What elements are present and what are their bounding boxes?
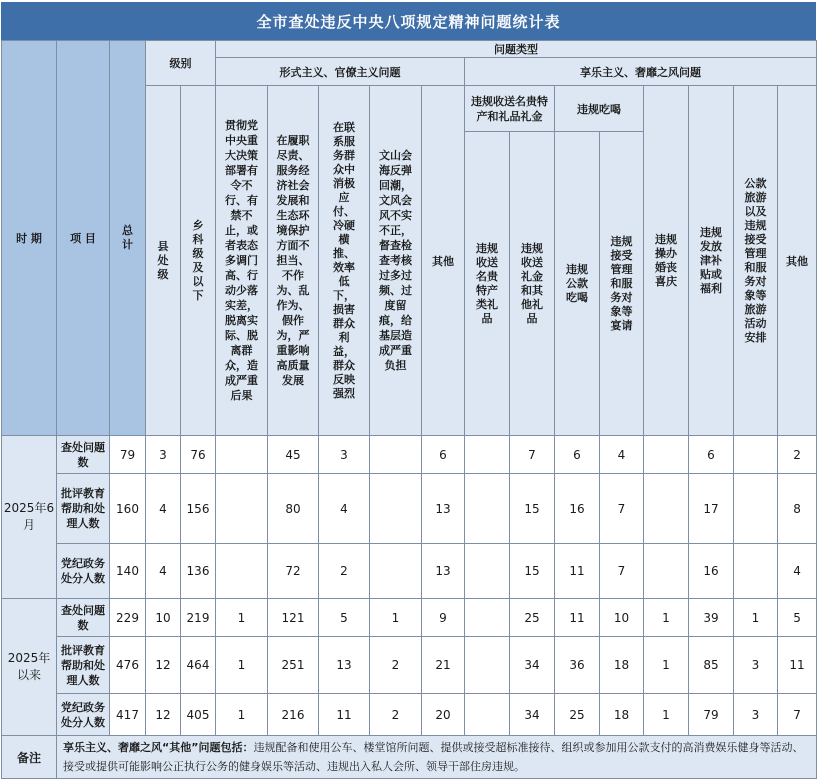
header-hedonism: 享乐主义、奢靡之风问题 [465, 58, 817, 86]
cell: 12 [146, 694, 181, 736]
cell: 36 [555, 637, 600, 694]
cell: 476 [110, 637, 146, 694]
cell [465, 544, 510, 599]
cell: 7 [600, 474, 644, 544]
cell: 136 [181, 544, 216, 599]
header-county-level: 县处级 [146, 86, 181, 436]
header-hedonism-1: 违规收送名贵特产类礼品 [465, 132, 510, 436]
cell: 4 [146, 474, 181, 544]
cell: 21 [422, 637, 465, 694]
table-row [2, 544, 817, 599]
cell: 20 [422, 694, 465, 736]
cell [644, 544, 689, 599]
period-label: 2025年以来 [2, 599, 57, 736]
cell: 16 [689, 544, 734, 599]
cell: 1 [734, 599, 778, 637]
cell: 2 [778, 436, 817, 474]
header-hedonism-2: 违规收送礼金和其他礼品 [510, 132, 555, 436]
row-item-label: 批评教育帮助和处理人数 [57, 637, 110, 694]
note-text [57, 736, 817, 779]
cell [465, 474, 510, 544]
cell: 12 [146, 637, 181, 694]
header-level: 级别 [146, 41, 216, 86]
cell: 18 [600, 694, 644, 736]
table-title: 全市查处违反中央八项规定精神问题统计表 [1, 2, 816, 40]
cell: 45 [268, 436, 319, 474]
cell: 7 [778, 694, 817, 736]
header-gift-group: 违规收送名贵特产和礼品礼金 [465, 86, 555, 132]
table-row [2, 474, 817, 544]
cell: 8 [778, 474, 817, 544]
cell: 5 [319, 599, 370, 637]
cell [465, 694, 510, 736]
cell: 80 [268, 474, 319, 544]
cell: 2 [370, 694, 422, 736]
table-row [2, 436, 817, 474]
cell: 15 [510, 474, 555, 544]
cell: 11 [555, 599, 600, 637]
cell [465, 599, 510, 637]
header-dining-group: 违规吃喝 [555, 86, 644, 132]
cell: 1 [216, 599, 268, 637]
cell [216, 544, 268, 599]
cell: 11 [555, 544, 600, 599]
cell [734, 436, 778, 474]
cell [734, 474, 778, 544]
cell: 11 [319, 694, 370, 736]
header-period: 时 期 [2, 41, 57, 436]
cell [465, 436, 510, 474]
cell: 1 [644, 694, 689, 736]
header-item: 项 目 [57, 41, 110, 436]
header-formalism-3: 在联系服务群众中消极应付、冷硬横推、效率低下，损害群众利益，群众反映强烈 [319, 86, 370, 436]
cell: 3 [319, 436, 370, 474]
row-item-label: 党纪政务处分人数 [57, 694, 110, 736]
cell: 7 [600, 544, 644, 599]
note-label: 备注 [2, 736, 57, 779]
cell: 3 [734, 694, 778, 736]
cell: 156 [181, 474, 216, 544]
cell: 1 [370, 599, 422, 637]
cell: 7 [510, 436, 555, 474]
cell: 76 [181, 436, 216, 474]
cell: 5 [778, 599, 817, 637]
cell: 229 [110, 599, 146, 637]
cell: 17 [689, 474, 734, 544]
cell: 464 [181, 637, 216, 694]
statistics-table [1, 40, 817, 779]
cell [370, 474, 422, 544]
cell: 79 [689, 694, 734, 736]
row-item-label: 查处问题数 [57, 436, 110, 474]
cell: 11 [778, 637, 817, 694]
period-label: 2025年6月 [2, 436, 57, 599]
cell: 1 [216, 637, 268, 694]
cell: 10 [600, 599, 644, 637]
cell: 4 [319, 474, 370, 544]
cell: 25 [555, 694, 600, 736]
header-problem-type: 问题类型 [216, 41, 817, 58]
row-item-label: 党纪政务处分人数 [57, 544, 110, 599]
cell [370, 544, 422, 599]
cell [465, 637, 510, 694]
header-township-level: 乡科级及以下 [181, 86, 216, 436]
cell: 85 [689, 637, 734, 694]
row-item-label: 批评教育帮助和处理人数 [57, 474, 110, 544]
cell: 15 [510, 544, 555, 599]
cell: 18 [600, 637, 644, 694]
cell [370, 436, 422, 474]
cell: 6 [422, 436, 465, 474]
cell: 216 [268, 694, 319, 736]
cell [644, 474, 689, 544]
cell [216, 436, 268, 474]
header-total: 总计 [110, 41, 146, 436]
header-formalism-1: 贯彻党中央重大决策部署有令不行、有禁不止，或者表态多调门高、行动少落实差，脱离实际、脱离群众，造成严重后果 [216, 86, 268, 436]
header-hedonism-other: 其他 [778, 86, 817, 436]
cell: 6 [689, 436, 734, 474]
note-row [2, 736, 817, 779]
cell: 34 [510, 637, 555, 694]
cell: 4 [146, 544, 181, 599]
cell: 9 [422, 599, 465, 637]
header-formalism-other: 其他 [422, 86, 465, 436]
cell: 2 [370, 637, 422, 694]
cell: 4 [778, 544, 817, 599]
cell: 72 [268, 544, 319, 599]
note-lead: 享乐主义、奢靡之风“其他”问题包括： [63, 741, 254, 754]
cell [644, 436, 689, 474]
cell: 405 [181, 694, 216, 736]
cell: 10 [146, 599, 181, 637]
header-hedonism-7: 公款旅游以及违规接受管理和服务对象等旅游活动安排 [734, 86, 778, 436]
row-item-label: 查处问题数 [57, 599, 110, 637]
cell: 79 [110, 436, 146, 474]
cell: 13 [319, 637, 370, 694]
header-hedonism-4: 违规接受管理和服务对象等宴请 [600, 132, 644, 436]
cell: 6 [555, 436, 600, 474]
cell: 2 [319, 544, 370, 599]
cell: 219 [181, 599, 216, 637]
cell: 39 [689, 599, 734, 637]
header-hedonism-6: 违规发放津补贴或福利 [689, 86, 734, 436]
header-hedonism-5: 违规操办婚丧喜庆 [644, 86, 689, 436]
cell: 16 [555, 474, 600, 544]
cell: 34 [510, 694, 555, 736]
cell: 1 [216, 694, 268, 736]
cell: 121 [268, 599, 319, 637]
cell: 13 [422, 474, 465, 544]
table-row [2, 694, 817, 736]
note-body: 违规配备和使用公车、楼堂馆所问题、提供或接受超标准接待、组织或参加用公款支付的高消费娱乐健身等活动、接受或提供可能影响公正执行公务的健身娱乐等活动、违规出入私人会所、领导干部住房违规。 [63, 741, 804, 773]
header-formalism-4: 文山会海反弹回潮，文风会风不实不正，督查检查考核过多过频、过度留痕，给基层造成严重负担 [370, 86, 422, 436]
cell: 3 [146, 436, 181, 474]
cell: 251 [268, 637, 319, 694]
table-row [2, 599, 817, 637]
cell: 13 [422, 544, 465, 599]
header-hedonism-3: 违规公款吃喝 [555, 132, 600, 436]
cell: 160 [110, 474, 146, 544]
cell: 1 [644, 637, 689, 694]
cell: 3 [734, 637, 778, 694]
header-formalism-2: 在履职尽责、服务经济社会发展和生态环境保护方面不担当、不作为、乱作为、假作为，严重影响高质量发展 [268, 86, 319, 436]
cell: 417 [110, 694, 146, 736]
cell [734, 544, 778, 599]
cell: 4 [600, 436, 644, 474]
cell: 1 [644, 599, 689, 637]
cell: 25 [510, 599, 555, 637]
table-row [2, 637, 817, 694]
cell [216, 474, 268, 544]
cell: 140 [110, 544, 146, 599]
header-formalism: 形式主义、官僚主义问题 [216, 58, 465, 86]
